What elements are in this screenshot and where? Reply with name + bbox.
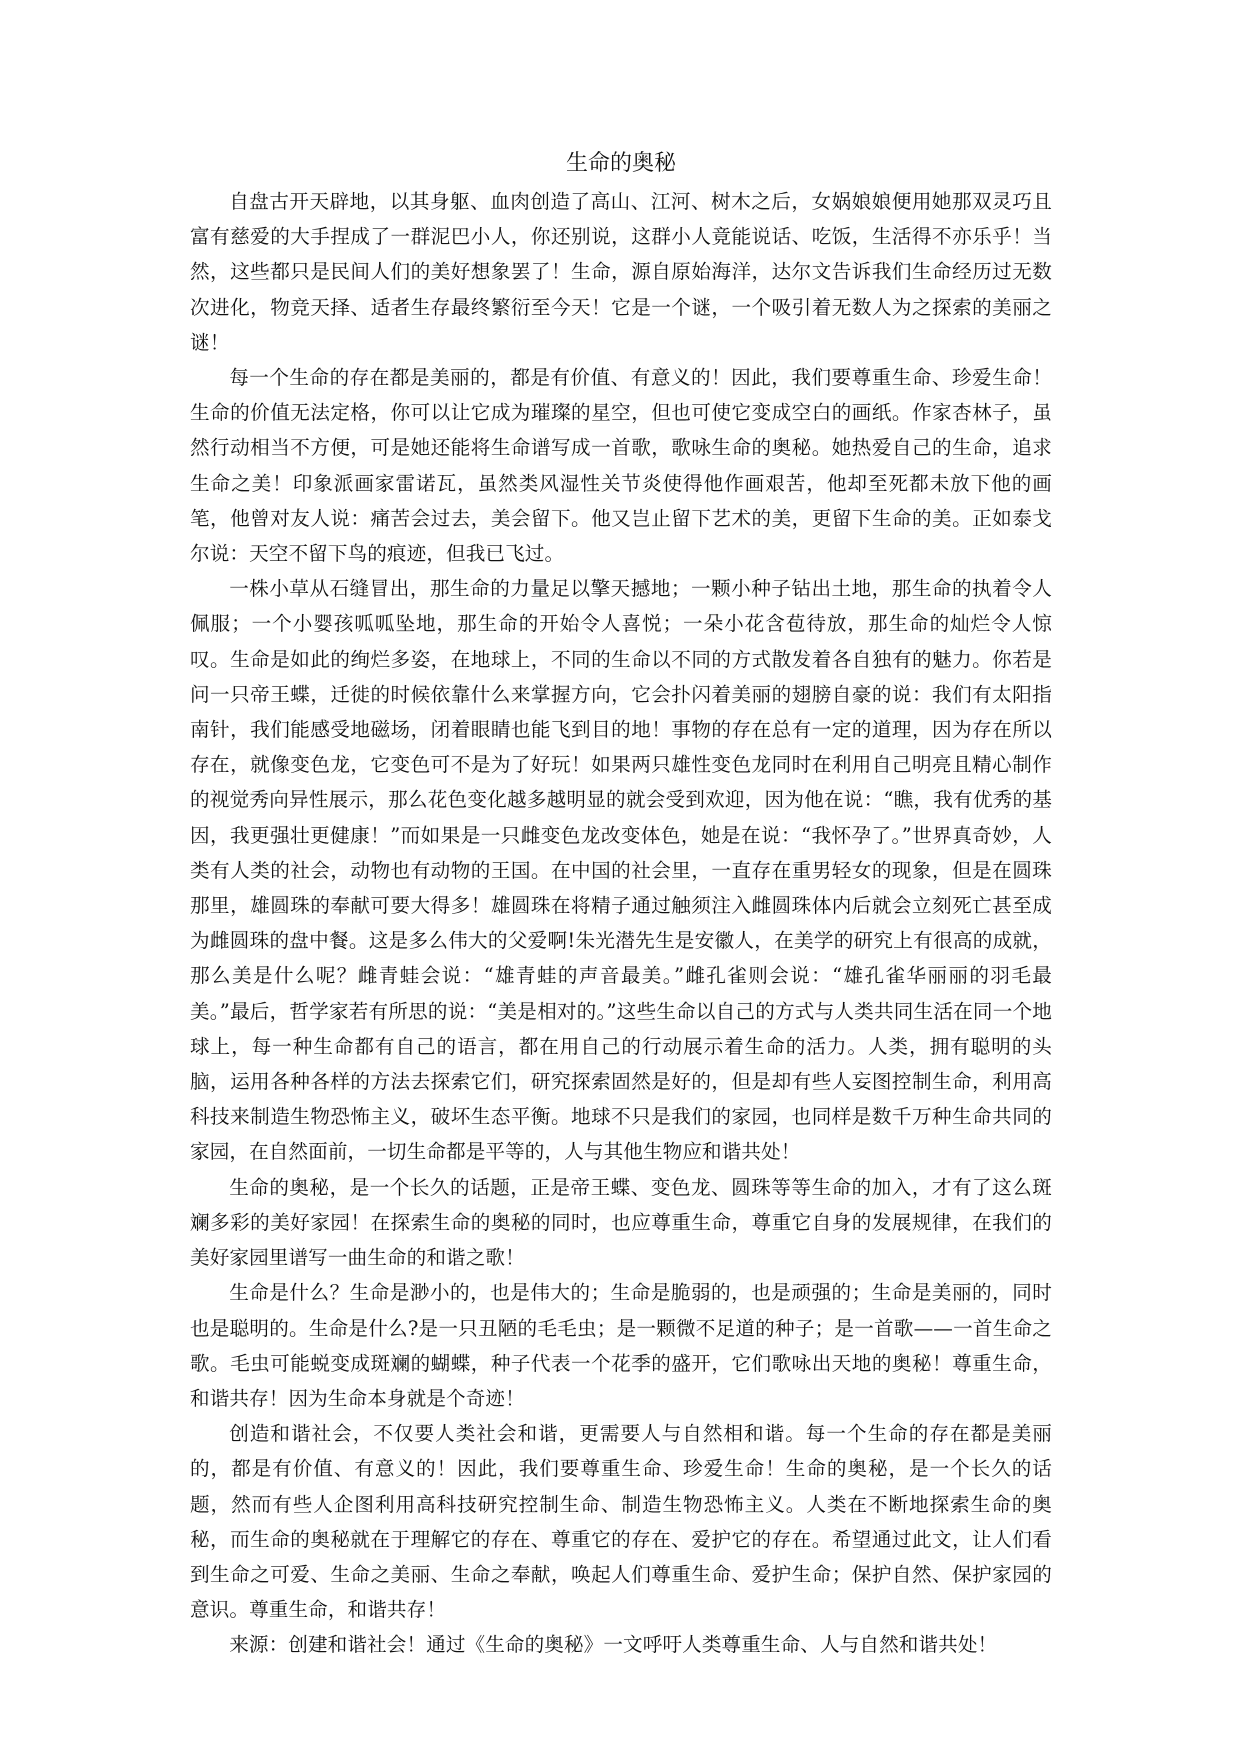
source-note: 来源：创建和谐社会！通过《生命的奥秘》一文呼吁人类尊重生命、人与自然和谐共处！ bbox=[229, 1633, 998, 1657]
paragraph-3: 一株小草从石缝冒出，那生命的力量足以擎天撼地；一颗小种子钻出土地，那生命的执着令人佩服；一个小婴孩呱呱坠地，那生命的开始令人喜悦；一朵小花含苞待放，那生命的灿烂令人惊叹。生命是如此的绚烂多姿，在地球上，不同的生命以不同的方式散发着各自独有的魅力。你若是问一只帝王蝶，迁徙的时候依靠什么来掌握方向，它会扑闪着美丽的翅膀自豪的说：我们有太阳指南针，我们能感受地磁场，闭着眼睛也能飞到目的地！事物的存在总有一定的道理，因为存在所以存在，就像变色龙，它变色可不是为了好玩！如果两只雄性变色龙同时在利用自己明亮且精心制作的视觉秀向异性展示，那么花色变化越多越明显的就会受到欢迎，因为他在说：“瞧，我有优秀的基因，我更强壮更健康！”而如果是一只雌变色龙改变体色，她是在说：“我怀孕了。”世界真奇妙，人类有人类的社会，动物也有动物的王国。在中国的社会里，一直存在重男轻女的现象，但是在圆珠那里，雄圆珠的奉献可要大得多！雄圆珠在将精子通过触须注入雌圆珠体内后就会立刻死亡甚至成为雌圆珠的盘中餐。这是多么伟大的父爱啊!朱光潜先生是安徽人，在美学的研究上有很高的成就，那么美是什么呢？雌青蛙会说：“雄青蛙的声音最美。”雌孔雀则会说：“雄孔雀华丽丽的羽毛最美。”最后，哲学家若有所思的说：“美是相对的。”这些生命以自己的方式与人类共同生活在同一个地球上，每一种生命都有自己的语言，都在用自己的行动展示着生命的活力。人类，拥有聪明的头脑，运用各种各样的方法去探索它们，研究探索固然是好的，但是却有些人妄图控制生命，利用高科技来制造生物恐怖主义，破坏生态平衡。地球不只是我们的家园，也同样是数千万种生命共同的家园，在自然面前，一切生命都是平等的，人与其他生物应和谐共处！ bbox=[190, 577, 1052, 1164]
paragraph-4: 生命的奥秘，是一个长久的话题，正是帝王蝶、变色龙、圆珠等等生命的加入，才有了这么斑斓多彩的美好家园！在探索生命的奥秘的同时，也应尊重生命，尊重它自身的发展规律，在我们的美好家园里谱写一曲生命的和谐之歌！ bbox=[190, 1175, 1052, 1270]
paragraph-1: 自盘古开天辟地，以其身躯、血肉创造了高山、江河、树木之后，女娲娘娘便用她那双灵巧且富有慈爱的大手捏成了一群泥巴小人，你还别说，这群小人竟能说话、吃饭，生活得不亦乐乎！当然，这些都只是民间人们的美好想象罢了！生命，源自原始海洋，达尔文告诉我们生命经历过无数次进化，物竞天择、适者生存最终繁衍至今天！它是一个谜，一个吸引着无数人为之探索的美丽之谜！ bbox=[190, 190, 1052, 354]
paragraph-2: 每一个生命的存在都是美丽的，都是有价值、有意义的！因此，我们要尊重生命、珍爱生命！生命的价值无法定格，你可以让它成为璀璨的星空，但也可使它变成空白的画纸。作家杏林子，虽然行动相当不方便，可是她还能将生命谱写成一首歌，歌咏生命的奥秘。她热爱自己的生命，追求生命之美！印象派画家雷诺瓦，虽然类风湿性关节炎使得他作画艰苦，他却至死都未放下他的画笔，他曾对友人说：痛苦会过去，美会留下。他又岂止留下艺术的美，更留下生命的美。正如泰戈尔说：天空不留下鸟的痕迹，但我已飞过。 bbox=[190, 366, 1052, 566]
paragraph-6: 创造和谐社会，不仅要人类社会和谐，更需要人与自然相和谐。每一个生命的存在都是美丽的，都是有价值、有意义的！因此，我们要尊重生命、珍爱生命！生命的奥秘，是一个长久的话题，然而有些人企图利用高科技研究控制生命、制造生物恐怖主义。人类在不断地探索生命的奥秘，而生命的奥秘就在于理解它的存在、尊重它的存在、爱护它的存在。希望通过此文，让人们看到生命之可爱、生命之美丽、生命之奉献，唤起人们尊重生命、爱护生命；保护自然、保护家园的意识。尊重生命，和谐共存！ bbox=[190, 1422, 1052, 1622]
paragraph-5: 生命是什么？生命是渺小的，也是伟大的；生命是脆弱的，也是顽强的；生命是美丽的，同时也是聪明的。生命是什么?是一只丑陋的毛毛虫；是一颗微不足道的种子；是一首歌——一首生命之歌。毛虫可能蜕变成斑斓的蝴蝶，种子代表一个花季的盛开，它们歌咏出天地的奥秘！尊重生命，和谐共存！因为生命本身就是个奇迹！ bbox=[190, 1281, 1052, 1410]
document-title: 生命的奥秘 bbox=[565, 151, 676, 176]
document-page bbox=[190, 146, 1052, 1663]
